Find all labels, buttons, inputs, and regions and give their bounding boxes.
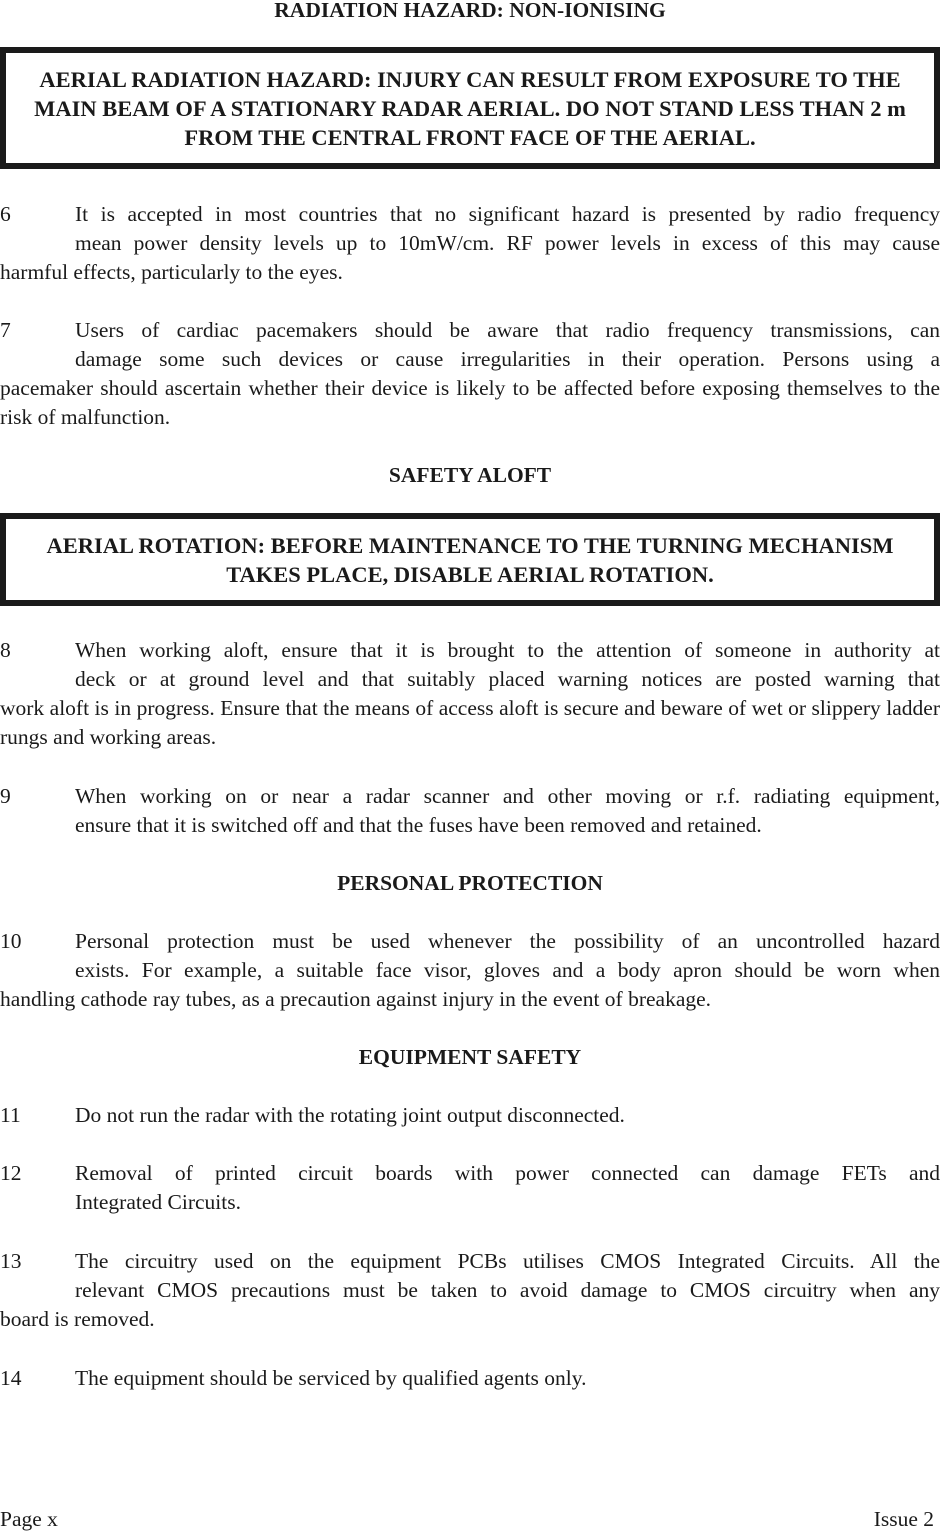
paragraph-line-1: When working on or near a radar scanner and other moving or r.f. radiating equipment, (75, 784, 940, 808)
page-number: Page x (0, 1507, 58, 1531)
paragraph-line-2: Integrated Circuits. (75, 1190, 241, 1214)
paragraph-number: 6 (0, 202, 11, 226)
warning-box-aerial-radiation (0, 47, 940, 169)
paragraph-line-2: damage some such devices or cause irregularities in their operation. Persons using a (75, 347, 940, 371)
paragraph-line-1: The circuitry used on the equipment PCBs utilises CMOS Integrated Circuits. All the (75, 1249, 940, 1273)
paragraph-text: Do not run the radar with the rotating joint output disconnected. (75, 1103, 625, 1127)
section-title-safety-aloft: SAFETY ALOFT (388, 463, 552, 487)
paragraph-line-1: Personal protection must be used whenever the possibility of an uncontrolled hazard (75, 929, 940, 953)
paragraph-line-2: exists. For example, a suitable face visor, gloves and a body apron should be worn when (75, 958, 940, 982)
paragraph-line-1: Users of cardiac pacemakers should be aware that radio frequency transmissions, can (75, 318, 940, 342)
paragraph-line-2: relevant CMOS precautions must be taken to avoid damage to CMOS circuitry when any (75, 1278, 940, 1302)
paragraph-number: 7 (0, 318, 11, 342)
paragraph-line-2: deck or at ground level and that suitably placed warning notices are posted warning that (75, 667, 940, 691)
warning-text-aerial-radiation: AERIAL RADIATION HAZARD: INJURY CAN RESULT FROM EXPOSURE TO THE MAIN BEAM OF A STATIONARY RADAR AERIAL. DO NOT STAND LESS THAN 2 m FROM THE CENTRAL FRONT FACE OF THE AERIAL. (34, 66, 906, 150)
paragraph-number: 11 (0, 1103, 21, 1127)
section-title-personal-protection: PERSONAL PROTECTION (337, 871, 603, 895)
paragraph-number: 14 (0, 1366, 22, 1390)
paragraph-number: 9 (0, 784, 11, 808)
paragraph-line-1: When working aloft, ensure that it is brought to the attention of someone in authority at (75, 638, 940, 662)
paragraph-line-2: ensure that it is switched off and that the fuses have been removed and retained. (75, 813, 762, 837)
issue-label: Issue 2 (873, 1507, 934, 1531)
paragraph-number: 12 (0, 1161, 22, 1185)
paragraph-text: The equipment should be serviced by qualified agents only. (75, 1366, 587, 1390)
paragraph-line-1: It is accepted in most countries that no significant hazard is presented by radio frequency (75, 202, 940, 226)
paragraph-continuation: harmful effects, particularly to the eyes. (0, 260, 343, 284)
section-title-radiation-hazard: RADIATION HAZARD: NON-IONISING (274, 0, 666, 22)
section-title-equipment-safety: EQUIPMENT SAFETY (358, 1045, 582, 1069)
warning-text-aerial-rotation: AERIAL ROTATION: BEFORE MAINTENANCE TO THE TURNING MECHANISM TAKES PLACE, DISABLE AERIAL ROTATION. (46, 532, 894, 587)
paragraph-continuation: pacemaker should ascertain whether their device is likely to be affected before exposing themselves to the risk of malfunction. (0, 376, 940, 429)
paragraph-number: 10 (0, 929, 22, 953)
paragraph-number: 13 (0, 1249, 22, 1273)
warning-box-aerial-rotation (0, 513, 940, 606)
paragraph-number: 8 (0, 638, 11, 662)
paragraph-line-2: mean power density levels up to 10mW/cm. RF power levels in excess of this may cause (75, 231, 940, 255)
paragraph-continuation: handling cathode ray tubes, as a precaution against injury in the event of breakage. (0, 987, 712, 1011)
paragraph-line-1: Removal of printed circuit boards with power connected can damage FETs and (75, 1161, 940, 1185)
paragraph-continuation: work aloft is in progress. Ensure that the means of access aloft is secure and beware of wet or slippery ladder rungs and working areas. (0, 696, 940, 749)
paragraph-continuation: board is removed. (0, 1307, 155, 1331)
